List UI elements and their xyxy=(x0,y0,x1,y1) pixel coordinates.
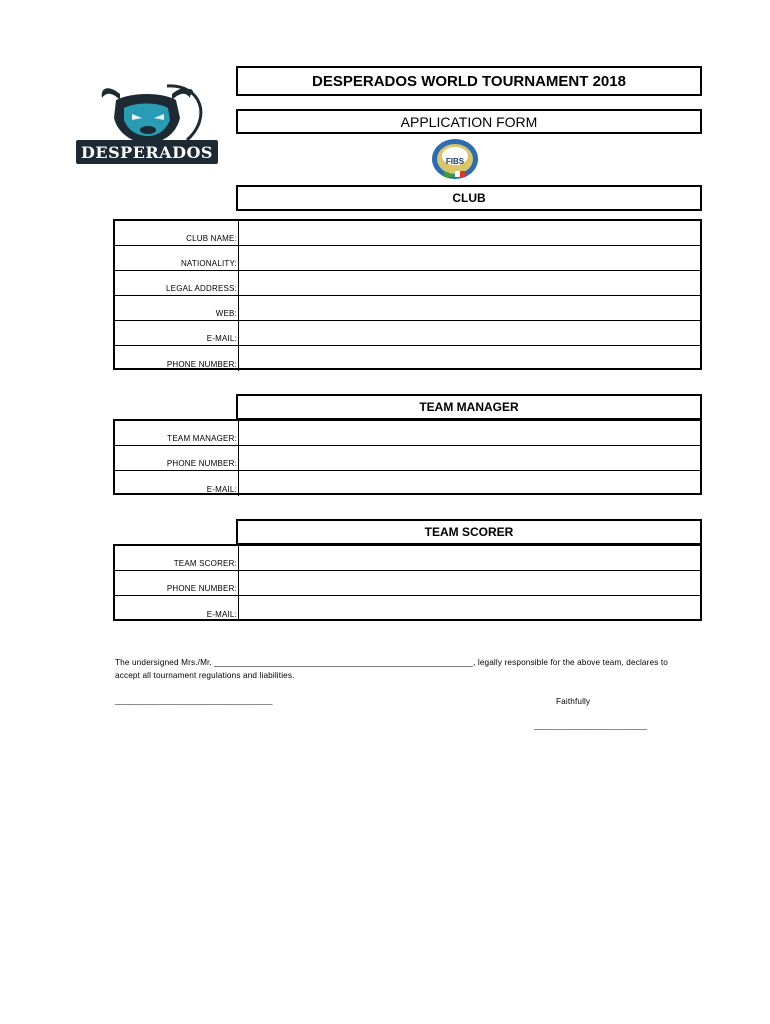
team-manager-fields-table xyxy=(113,419,702,495)
team-scorer-fields-table xyxy=(113,544,702,621)
manager-email-row xyxy=(115,471,700,496)
club-email-field[interactable] xyxy=(239,321,700,345)
tournament-title xyxy=(236,66,702,96)
logo-wordmark: DESPERADOS xyxy=(81,143,213,162)
legal-address-field[interactable] xyxy=(239,271,700,295)
manager-email-field[interactable] xyxy=(239,471,700,496)
club-name-row xyxy=(115,221,700,246)
scorer-phone-row xyxy=(115,571,700,596)
desperados-logo xyxy=(72,78,222,168)
club-section-heading: CLUB xyxy=(236,185,702,211)
club-fields-table xyxy=(113,219,702,370)
club-phone-label: PHONE NUMBER: xyxy=(115,346,239,371)
club-name-field[interactable] xyxy=(239,221,700,245)
scorer-phone-field[interactable] xyxy=(239,571,700,595)
web-field[interactable] xyxy=(239,296,700,320)
manager-phone-field[interactable] xyxy=(239,446,700,470)
nationality-field[interactable] xyxy=(239,246,700,270)
legal-address-label: LEGAL ADDRESS: xyxy=(115,271,239,295)
fibs-badge-text: FIBS xyxy=(445,157,465,166)
nationality-label: NATIONALITY: xyxy=(115,246,239,270)
manager-phone-label: PHONE NUMBER: xyxy=(115,446,239,470)
club-phone-row xyxy=(115,346,700,371)
manager-phone-row xyxy=(115,446,700,471)
team-manager-section-heading: TEAM MANAGER xyxy=(236,394,702,420)
declaration-line-2: accept all tournament regulations and liabilities. xyxy=(115,671,295,680)
tournament-title-text: DESPERADOS WORLD TOURNAMENT 2018 xyxy=(312,72,626,90)
web-row xyxy=(115,296,700,321)
club-email-row xyxy=(115,321,700,346)
manager-email-label: E-MAIL: xyxy=(115,471,239,496)
fibs-badge-icon xyxy=(428,137,484,183)
scorer-email-label: E-MAIL: xyxy=(115,596,239,621)
scorer-email-row xyxy=(115,596,700,621)
scorer-email-field[interactable] xyxy=(239,596,700,621)
club-email-label: E-MAIL: xyxy=(115,321,239,345)
team-manager-label: TEAM MANAGER: xyxy=(115,421,239,445)
team-scorer-field[interactable] xyxy=(239,546,700,570)
declaration-line-1: The undersigned Mrs./Mr. _______________________________________________________, legally responsible for the above team, declares to xyxy=(115,658,669,667)
web-label: WEB: xyxy=(115,296,239,320)
scorer-phone-label: PHONE NUMBER: xyxy=(115,571,239,595)
team-manager-row xyxy=(115,421,700,446)
team-scorer-row xyxy=(115,546,700,571)
signature-line[interactable]: ____________________________ xyxy=(534,723,648,730)
team-manager-field[interactable] xyxy=(239,421,700,445)
club-phone-field[interactable] xyxy=(239,346,700,371)
club-name-label: CLUB NAME: xyxy=(115,221,239,245)
closing-faithfully: Faithfully xyxy=(556,697,591,706)
nationality-row xyxy=(115,246,700,271)
place-date-line[interactable]: _______________________________________ xyxy=(115,698,273,705)
team-scorer-label: TEAM SCORER: xyxy=(115,546,239,570)
form-title xyxy=(236,109,702,134)
form-title-text: APPLICATION FORM xyxy=(400,113,538,130)
team-scorer-section-heading: TEAM SCORER xyxy=(236,519,702,545)
legal-address-row xyxy=(115,271,700,296)
